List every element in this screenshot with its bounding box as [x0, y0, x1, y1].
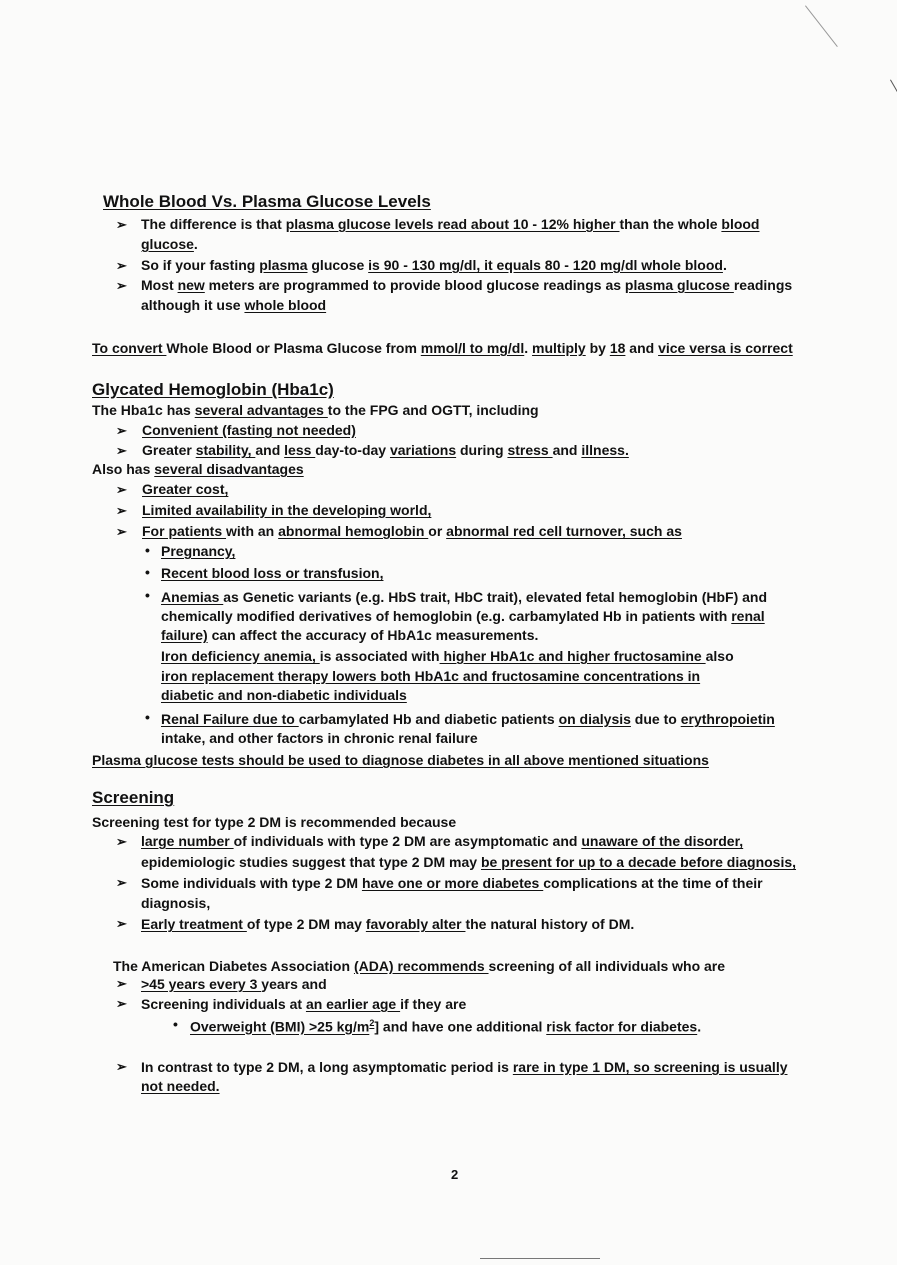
ada-45-years: >45 years every 3 years and — [141, 976, 327, 992]
arrow-bullet-icon: ➢ — [116, 258, 127, 273]
advantage-stability: Greater stability, and less day-to-day variations during stress and illness. — [142, 442, 629, 458]
arrow-bullet-icon: ➢ — [116, 1059, 127, 1074]
screening-complications-line2: diagnosis, — [141, 895, 211, 911]
sub-pregnancy: Pregnancy, — [161, 543, 236, 559]
ada-earlier-age: Screening individuals at an earlier age if they are — [141, 996, 467, 1012]
dot-bullet-icon: • — [145, 542, 150, 558]
contrast-type1-line2: not needed. — [141, 1078, 220, 1094]
arrow-bullet-icon: ➢ — [116, 278, 127, 293]
section-title-whole-blood: Whole Blood Vs. Plasma Glucose Levels — [103, 192, 431, 211]
screening-complications-line1: Some individuals with type 2 DM have one or more diabetes complications at the time of their — [141, 875, 763, 891]
dot-bullet-icon: • — [173, 1016, 178, 1032]
disadvantage-cost: Greater cost, — [142, 481, 229, 497]
advantage-convenient: Convenient (fasting not needed) — [142, 422, 356, 438]
scan-edge-line-right — [890, 80, 897, 132]
screening-early-treatment: Early treatment of type 2 DM may favorably alter the natural history of DM. — [141, 916, 635, 932]
arrow-bullet-icon: ➢ — [116, 916, 127, 931]
page-number: 2 — [451, 1167, 459, 1182]
bullet-meters-line1: Most new meters are programmed to provide blood glucose readings as plasma glucose readings — [141, 277, 793, 293]
sub-anemias-line3: failure) can affect the accuracy of HbA1c measurements. — [161, 627, 539, 643]
dot-bullet-icon: • — [145, 709, 150, 725]
sub-renal-line1: Renal Failure due to carbamylated Hb and diabetic patients on dialysis due to erythropoietin — [161, 711, 775, 727]
disadvantages-intro: Also has several disadvantages — [92, 461, 304, 477]
arrow-bullet-icon: ➢ — [116, 834, 127, 849]
arrow-bullet-icon: ➢ — [116, 996, 127, 1011]
arrow-bullet-icon: ➢ — [116, 524, 127, 539]
scan-edge-line-top — [805, 5, 838, 47]
arrow-bullet-icon: ➢ — [116, 217, 127, 232]
contrast-type1-line1: In contrast to type 2 DM, a long asymptomatic period is rare in type 1 DM, so screening is usually — [141, 1059, 788, 1075]
section-title-hba1c: Glycated Hemoglobin (Hba1c) — [92, 380, 334, 399]
disadvantage-patients: For patients with an abnormal hemoglobin or abnormal red cell turnover, such as — [142, 523, 682, 539]
bullet-difference-line2: glucose. — [141, 236, 198, 252]
dot-bullet-icon: • — [145, 564, 150, 580]
sub-iron-line1: Iron deficiency anemia, is associated with higher HbA1c and higher fructosamine also — [161, 648, 734, 664]
section-title-screening: Screening — [92, 788, 175, 807]
ada-recommendation: The American Diabetes Association (ADA) recommends screening of all individuals who are — [113, 958, 726, 974]
plasma-note: Plasma glucose tests should be used to diagnose diabetes in all above mentioned situations — [92, 752, 709, 768]
scan-edge-line-bottom — [480, 1258, 600, 1259]
screening-intro: Screening test for type 2 DM is recommended because — [92, 814, 457, 830]
sub-renal-line2: intake, and other factors in chronic renal failure — [161, 730, 478, 746]
disadvantage-availability: Limited availability in the developing world, — [142, 502, 432, 518]
arrow-bullet-icon: ➢ — [116, 875, 127, 890]
arrow-bullet-icon: ➢ — [116, 482, 127, 497]
sub-iron-line3: diabetic and non-diabetic individuals — [161, 687, 407, 703]
ada-overweight: Overweight (BMI) >25 $kg/m^2$] and have one additional risk factor for diabetes. — [190, 1018, 702, 1035]
arrow-bullet-icon: ➢ — [116, 976, 127, 991]
hba1c-intro: The Hba1c has several advantages to the FPG and OGTT, including — [92, 402, 539, 418]
sub-anemias-line1: Anemias as Genetic variants (e.g. HbS trait, HbC trait), elevated fetal hemoglobin (HbF) and — [161, 589, 768, 605]
arrow-bullet-icon: ➢ — [116, 503, 127, 518]
sub-anemias-line2: chemically modified derivatives of hemoglobin (e.g. carbamylated Hb in patients with renal — [161, 608, 765, 624]
screening-large-number-line2: epidemiologic studies suggest that type 2 DM may be present for up to a decade before diagnosis, — [141, 854, 797, 870]
convert-paragraph: To convert Whole Blood or Plasma Glucose from mmol/l to mg/dl. multiply by 18 and vice versa is correct — [92, 340, 793, 356]
bullet-fasting: So if your fasting plasma glucose is 90 - 130 mg/dl, it equals 80 - 120 mg/dl whole blood. — [141, 257, 727, 273]
sub-iron-line2: iron replacement therapy lowers both HbA1c and fructosamine concentrations in — [161, 668, 701, 684]
dot-bullet-icon: • — [145, 587, 150, 603]
arrow-bullet-icon: ➢ — [116, 443, 127, 458]
sub-blood-loss: Recent blood loss or transfusion, — [161, 565, 384, 581]
arrow-bullet-icon: ➢ — [116, 423, 127, 438]
bullet-meters-line2: although it use whole blood — [141, 297, 327, 313]
bullet-difference-line1: The difference is that plasma glucose levels read about 10 - 12% higher than the whole blood — [141, 216, 760, 232]
screening-large-number-line1: large number of individuals with type 2 DM are asymptomatic and unaware of the disorder, — [141, 833, 744, 849]
